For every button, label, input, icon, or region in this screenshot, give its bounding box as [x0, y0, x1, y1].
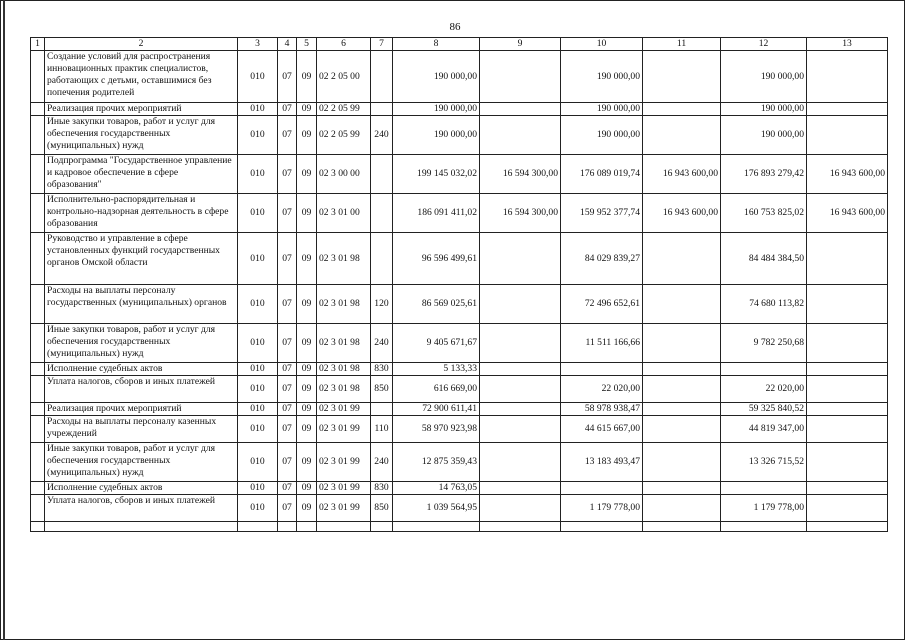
- amount-col10: 44 615 667,00: [561, 416, 643, 443]
- amount-col11: [643, 416, 721, 443]
- subsection-code: 09: [297, 416, 317, 443]
- expense-type: [371, 155, 393, 194]
- table-row: [31, 324, 888, 363]
- row-index-cell: [31, 324, 45, 363]
- expense-type: 110: [371, 416, 393, 443]
- subsection-code: 09: [297, 482, 317, 495]
- row-index-cell: [31, 194, 45, 233]
- amount-col8: 190 000,00: [393, 51, 480, 103]
- row-index-cell: [31, 403, 45, 416]
- budget-code: 010: [238, 103, 278, 116]
- expense-type: 830: [371, 482, 393, 495]
- budget-code: 010: [238, 416, 278, 443]
- section-code: 07: [278, 403, 297, 416]
- budget-code: 010: [238, 482, 278, 495]
- amount-col8: 96 596 499,61: [393, 233, 480, 285]
- target-article: 02 2 05 00: [317, 51, 371, 103]
- budget-code: 010: [238, 51, 278, 103]
- row-index-cell: [31, 416, 45, 443]
- amount-col9: [480, 116, 561, 155]
- amount-col9: [480, 363, 561, 376]
- amount-col9: [480, 285, 561, 324]
- section-code: 07: [278, 363, 297, 376]
- amount-col13: [807, 51, 888, 103]
- row-index-cell: [31, 155, 45, 194]
- subsection-code: 09: [297, 285, 317, 324]
- row-label: Расходы на выплаты персоналу государственных (муниципальных) органов: [45, 285, 238, 324]
- header-cell: 10: [561, 38, 643, 51]
- row-label: Исполнительно-распорядительная и контрольно-надзорная деятельность в сфере образования: [45, 194, 238, 233]
- amount-col11: [643, 285, 721, 324]
- amount-col13: [807, 103, 888, 116]
- amount-col12: 74 680 113,82: [721, 285, 807, 324]
- section-code: 07: [278, 482, 297, 495]
- target-article: 02 3 01 98: [317, 376, 371, 403]
- header-cell: 11: [643, 38, 721, 51]
- table-row: [31, 194, 888, 233]
- amount-col8: 14 763,05: [393, 482, 480, 495]
- target-article: 02 3 00 00: [317, 155, 371, 194]
- row-index-cell: [31, 233, 45, 285]
- subsection-code: 09: [297, 363, 317, 376]
- table-row: [31, 495, 888, 522]
- amount-col11: 16 943 600,00: [643, 194, 721, 233]
- amount-col11: [643, 51, 721, 103]
- budget-code: 010: [238, 363, 278, 376]
- budget-code: 010: [238, 495, 278, 522]
- subsection-code: 09: [297, 194, 317, 233]
- header-cell: 1: [31, 38, 45, 51]
- budget-code: 010: [238, 285, 278, 324]
- amount-col8: 1 039 564,95: [393, 495, 480, 522]
- budget-code: 010: [238, 233, 278, 285]
- section-code: 07: [278, 495, 297, 522]
- section-code: 07: [278, 155, 297, 194]
- subsection-code: 09: [297, 116, 317, 155]
- section-code: 07: [278, 233, 297, 285]
- section-code: 07: [278, 324, 297, 363]
- row-label: Реализация прочих мероприятий: [45, 103, 238, 116]
- amount-col10: 13 183 493,47: [561, 443, 643, 482]
- target-article: 02 3 01 99: [317, 443, 371, 482]
- expense-type: 240: [371, 443, 393, 482]
- amount-col12: [721, 363, 807, 376]
- section-code: 07: [278, 376, 297, 403]
- target-article: 02 3 01 99: [317, 495, 371, 522]
- amount-col13: [807, 403, 888, 416]
- amount-col13: 16 943 600,00: [807, 194, 888, 233]
- amount-col12: 9 782 250,68: [721, 324, 807, 363]
- amount-col12: 176 893 279,42: [721, 155, 807, 194]
- amount-col10: 1 179 778,00: [561, 495, 643, 522]
- amount-col13: [807, 363, 888, 376]
- subsection-code: 09: [297, 103, 317, 116]
- header-cell: 13: [807, 38, 888, 51]
- amount-col12: 84 484 384,50: [721, 233, 807, 285]
- scan-edge: [3, 0, 5, 640]
- amount-col9: [480, 416, 561, 443]
- amount-col11: [643, 482, 721, 495]
- amount-col13: 16 943 600,00: [807, 155, 888, 194]
- expense-type: [371, 103, 393, 116]
- amount-col13: [807, 233, 888, 285]
- amount-col12: 190 000,00: [721, 116, 807, 155]
- amount-col10: 84 029 839,27: [561, 233, 643, 285]
- amount-col13: [807, 482, 888, 495]
- amount-col8: 9 405 671,67: [393, 324, 480, 363]
- amount-col8: 186 091 411,02: [393, 194, 480, 233]
- expense-type: [371, 51, 393, 103]
- amount-col10: 22 020,00: [561, 376, 643, 403]
- expense-type: 120: [371, 285, 393, 324]
- amount-col9: [480, 324, 561, 363]
- amount-col13: [807, 376, 888, 403]
- row-index-cell: [31, 482, 45, 495]
- row-index-cell: [31, 51, 45, 103]
- amount-col9: [480, 376, 561, 403]
- section-code: 07: [278, 443, 297, 482]
- target-article: 02 3 01 00: [317, 194, 371, 233]
- header-cell: 4: [278, 38, 297, 51]
- subsection-code: 09: [297, 324, 317, 363]
- header-cell: 3: [238, 38, 278, 51]
- section-code: 07: [278, 51, 297, 103]
- amount-col8: 12 875 359,43: [393, 443, 480, 482]
- amount-col10: [561, 482, 643, 495]
- target-article: 02 3 01 98: [317, 285, 371, 324]
- subsection-code: 09: [297, 443, 317, 482]
- table-row: [31, 482, 888, 495]
- amount-col10: 72 496 652,61: [561, 285, 643, 324]
- target-article: 02 2 05 99: [317, 103, 371, 116]
- amount-col10: 190 000,00: [561, 51, 643, 103]
- budget-code: 010: [238, 324, 278, 363]
- header-cell: 7: [371, 38, 393, 51]
- amount-col9: [480, 51, 561, 103]
- amount-col9: [480, 233, 561, 285]
- table-row: [31, 403, 888, 416]
- expense-type: 240: [371, 116, 393, 155]
- row-index-cell: [31, 116, 45, 155]
- amount-col9: 16 594 300,00: [480, 194, 561, 233]
- budget-table: [30, 37, 888, 532]
- row-label: Иные закупки товаров, работ и услуг для обеспечения государственных (муниципальных) нужд: [45, 116, 238, 155]
- amount-col12: 22 020,00: [721, 376, 807, 403]
- amount-col8: 190 000,00: [393, 103, 480, 116]
- row-label: Реализация прочих мероприятий: [45, 403, 238, 416]
- section-code: 07: [278, 103, 297, 116]
- target-article: 02 3 01 99: [317, 416, 371, 443]
- subsection-code: 09: [297, 376, 317, 403]
- amount-col11: [643, 495, 721, 522]
- target-article: 02 3 01 99: [317, 482, 371, 495]
- amount-col13: [807, 443, 888, 482]
- page-number: 86: [449, 21, 461, 33]
- amount-col9: 16 594 300,00: [480, 155, 561, 194]
- table-row: [31, 416, 888, 443]
- amount-col11: [643, 363, 721, 376]
- header-cell: 6: [317, 38, 371, 51]
- table-row: [31, 116, 888, 155]
- budget-code: 010: [238, 443, 278, 482]
- expense-type: 850: [371, 376, 393, 403]
- table-row: [31, 363, 888, 376]
- target-article: 02 2 05 99: [317, 116, 371, 155]
- amount-col12: 190 000,00: [721, 51, 807, 103]
- amount-col11: [643, 116, 721, 155]
- row-label: Исполнение судебных актов: [45, 363, 238, 376]
- row-index-cell: [31, 363, 45, 376]
- amount-col12: 190 000,00: [721, 103, 807, 116]
- budget-code: 010: [238, 403, 278, 416]
- amount-col10: 58 978 938,47: [561, 403, 643, 416]
- row-index-cell: [31, 103, 45, 116]
- table-row: [31, 285, 888, 324]
- table-row: [31, 443, 888, 482]
- table-row: [31, 376, 888, 403]
- budget-code: 010: [238, 116, 278, 155]
- amount-col12: 44 819 347,00: [721, 416, 807, 443]
- header-cell: 12: [721, 38, 807, 51]
- amount-col12: 13 326 715,52: [721, 443, 807, 482]
- amount-col11: [643, 233, 721, 285]
- amount-col13: [807, 495, 888, 522]
- column-number-row: [31, 38, 888, 51]
- amount-col9: [480, 403, 561, 416]
- amount-col11: 16 943 600,00: [643, 155, 721, 194]
- amount-col8: 199 145 032,02: [393, 155, 480, 194]
- row-index-cell: [31, 285, 45, 324]
- amount-col8: 86 569 025,61: [393, 285, 480, 324]
- expense-type: 240: [371, 324, 393, 363]
- expense-type: 830: [371, 363, 393, 376]
- amount-col12: 1 179 778,00: [721, 495, 807, 522]
- header-cell: 9: [480, 38, 561, 51]
- target-article: 02 3 01 98: [317, 233, 371, 285]
- empty-row: [31, 522, 888, 532]
- amount-col10: 190 000,00: [561, 116, 643, 155]
- row-index-cell: [31, 443, 45, 482]
- row-index-cell: [31, 376, 45, 403]
- budget-code: 010: [238, 376, 278, 403]
- amount-col10: 11 511 166,66: [561, 324, 643, 363]
- amount-col8: 58 970 923,98: [393, 416, 480, 443]
- amount-col8: 5 133,33: [393, 363, 480, 376]
- amount-col10: 159 952 377,74: [561, 194, 643, 233]
- amount-col13: [807, 116, 888, 155]
- section-code: 07: [278, 416, 297, 443]
- section-code: 07: [278, 285, 297, 324]
- amount-col8: 190 000,00: [393, 116, 480, 155]
- header-cell: 2: [45, 38, 238, 51]
- row-label: Подпрограмма "Государственное управление и кадровое обеспечение в сфере образования": [45, 155, 238, 194]
- subsection-code: 09: [297, 233, 317, 285]
- row-label: Создание условий для распространения инновационных практик специалистов, работающих с детьми, оставшимися без попечения родителей: [45, 51, 238, 103]
- target-article: 02 3 01 98: [317, 324, 371, 363]
- section-code: 07: [278, 116, 297, 155]
- amount-col9: [480, 443, 561, 482]
- row-label: Иные закупки товаров, работ и услуг для обеспечения государственных (муниципальных) нужд: [45, 443, 238, 482]
- amount-col12: 59 325 840,52: [721, 403, 807, 416]
- expense-type: [371, 194, 393, 233]
- row-label: Расходы на выплаты персоналу казенных учреждений: [45, 416, 238, 443]
- amount-col11: [643, 103, 721, 116]
- amount-col13: [807, 285, 888, 324]
- table-row: [31, 103, 888, 116]
- amount-col8: 616 669,00: [393, 376, 480, 403]
- row-label: Иные закупки товаров, работ и услуг для обеспечения государственных (муниципальных) нужд: [45, 324, 238, 363]
- subsection-code: 09: [297, 495, 317, 522]
- table-row: [31, 233, 888, 285]
- amount-col13: [807, 416, 888, 443]
- expense-type: 850: [371, 495, 393, 522]
- target-article: 02 3 01 98: [317, 363, 371, 376]
- amount-col10: [561, 363, 643, 376]
- amount-col9: [480, 482, 561, 495]
- row-label: Уплата налогов, сборов и иных платежей: [45, 495, 238, 522]
- amount-col9: [480, 495, 561, 522]
- subsection-code: 09: [297, 51, 317, 103]
- amount-col11: [643, 403, 721, 416]
- section-code: 07: [278, 194, 297, 233]
- amount-col11: [643, 324, 721, 363]
- amount-col11: [643, 443, 721, 482]
- amount-col13: [807, 324, 888, 363]
- amount-col11: [643, 376, 721, 403]
- budget-code: 010: [238, 194, 278, 233]
- amount-col12: [721, 482, 807, 495]
- amount-col12: 160 753 825,02: [721, 194, 807, 233]
- amount-col8: 72 900 611,41: [393, 403, 480, 416]
- amount-col10: 190 000,00: [561, 103, 643, 116]
- header-cell: 8: [393, 38, 480, 51]
- amount-col9: [480, 103, 561, 116]
- expense-type: [371, 403, 393, 416]
- amount-col10: 176 089 019,74: [561, 155, 643, 194]
- header-cell: 5: [297, 38, 317, 51]
- row-label: Уплата налогов, сборов и иных платежей: [45, 376, 238, 403]
- target-article: 02 3 01 99: [317, 403, 371, 416]
- row-label: Руководство и управление в сфере установленных функций государственных органов Омской области: [45, 233, 238, 285]
- subsection-code: 09: [297, 403, 317, 416]
- expense-type: [371, 233, 393, 285]
- subsection-code: 09: [297, 155, 317, 194]
- table-row: [31, 51, 888, 103]
- table-row: [31, 155, 888, 194]
- row-index-cell: [31, 495, 45, 522]
- budget-code: 010: [238, 155, 278, 194]
- row-label: Исполнение судебных актов: [45, 482, 238, 495]
